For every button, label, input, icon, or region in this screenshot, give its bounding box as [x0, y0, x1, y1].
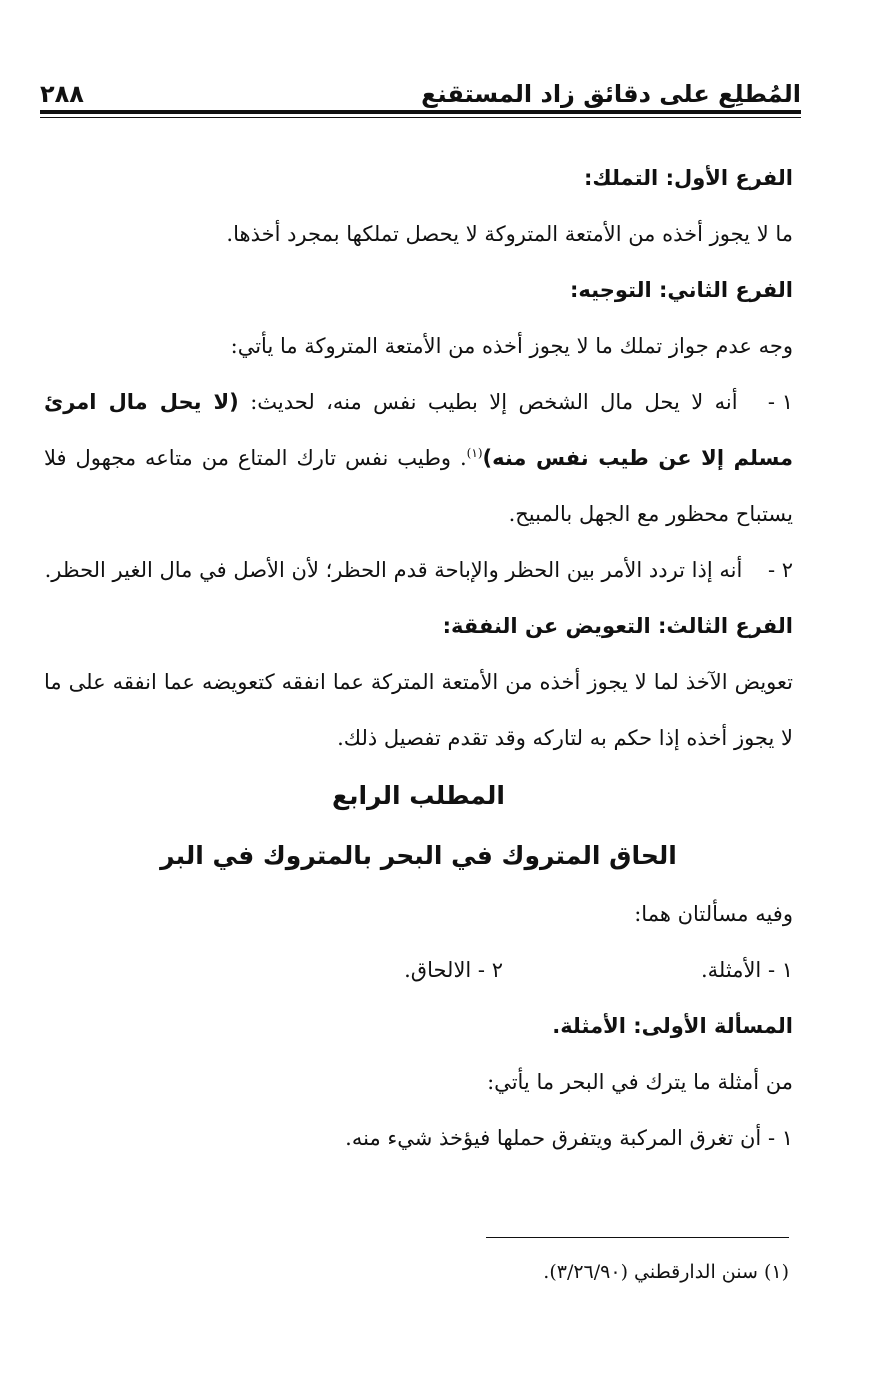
page-number: ٢٨٨ — [40, 80, 84, 108]
reason2-text: أنه إذا تردد الأمر بين الحظر والإباحة قدم الحظر؛ لأن الأصل في مال الغير الحظر. — [44, 558, 743, 582]
issue1-heading: المسألة الأولى: الأمثلة. — [552, 1014, 793, 1038]
example-1: ١ - أن تغرق المركبة ويتفرق حملها فيؤخذ شيء منه. — [345, 1126, 793, 1150]
branch1-paragraph: ما لا يجوز أخذه من الأمتعة المتروكة لا يحصل تملكها بمجرد أخذها. — [226, 222, 793, 246]
page-header — [40, 62, 801, 108]
book-title: المُطلِع على دقائق زاد المستقنع — [421, 80, 801, 108]
page-body — [44, 150, 793, 1166]
branch3-heading: الفرع الثالث: التعويض عن النفقة: — [442, 614, 793, 638]
reason2-number: ٢ - — [767, 558, 793, 582]
reason2-paragraph — [44, 542, 793, 598]
footnote-rule — [486, 1237, 789, 1238]
branch2-heading: الفرع الثاني: التوجيه: — [570, 278, 793, 302]
reason1-number: ١ - — [767, 390, 793, 414]
reason1-paragraph — [44, 374, 793, 542]
matlab-subtitle: الحاق المتروك في البحر بالمتروك في البر — [160, 841, 677, 870]
header-rule-thick — [40, 110, 801, 114]
examples-intro: من أمثلة ما يترك في البحر ما يأتي: — [487, 1070, 793, 1094]
header-rule-thin — [40, 117, 801, 118]
issue-2: ٢ - الالحاق. — [404, 958, 503, 982]
footnote: (١) سنن الدارقطني (٣/٢٦/٩٠). — [543, 1261, 789, 1283]
branch1-heading: الفرع الأول: التملك: — [584, 166, 793, 190]
reason1-text-a: أنه لا يحل مال الشخص إلا بطيب نفس منه، لحديث: — [250, 390, 738, 414]
issues-list — [44, 942, 793, 998]
matlab-title: المطلب الرابع — [332, 781, 505, 810]
issue-1: ١ - الأمثلة. — [700, 958, 793, 982]
branch3-paragraph: تعويض الآخذ لما لا يجوز أخذه من الأمتعة المتركة عما انفقه كتعويضه عما انفقه على ما لا يجوز أخذه إذا حكم به لتاركه وقد تقدم تفصيل ذلك. — [44, 670, 793, 750]
footnote-ref-1: (١) — [466, 446, 483, 460]
branch2-intro: وجه عدم جواز تملك ما لا يجوز أخذه من الأمتعة المتروكة ما يأتي: — [230, 334, 793, 358]
reason1-hadith: (لا يحل مال امرئ مسلم إلا عن طيب نفس منه) — [44, 390, 793, 470]
reason1-text-b: . وطيب نفس تارك المتاع من متاعه مجهول فلا يستباح محظور مع الجهل بالمبيح. — [44, 446, 793, 526]
issues-intro: وفيه مسألتان هما: — [634, 902, 793, 926]
